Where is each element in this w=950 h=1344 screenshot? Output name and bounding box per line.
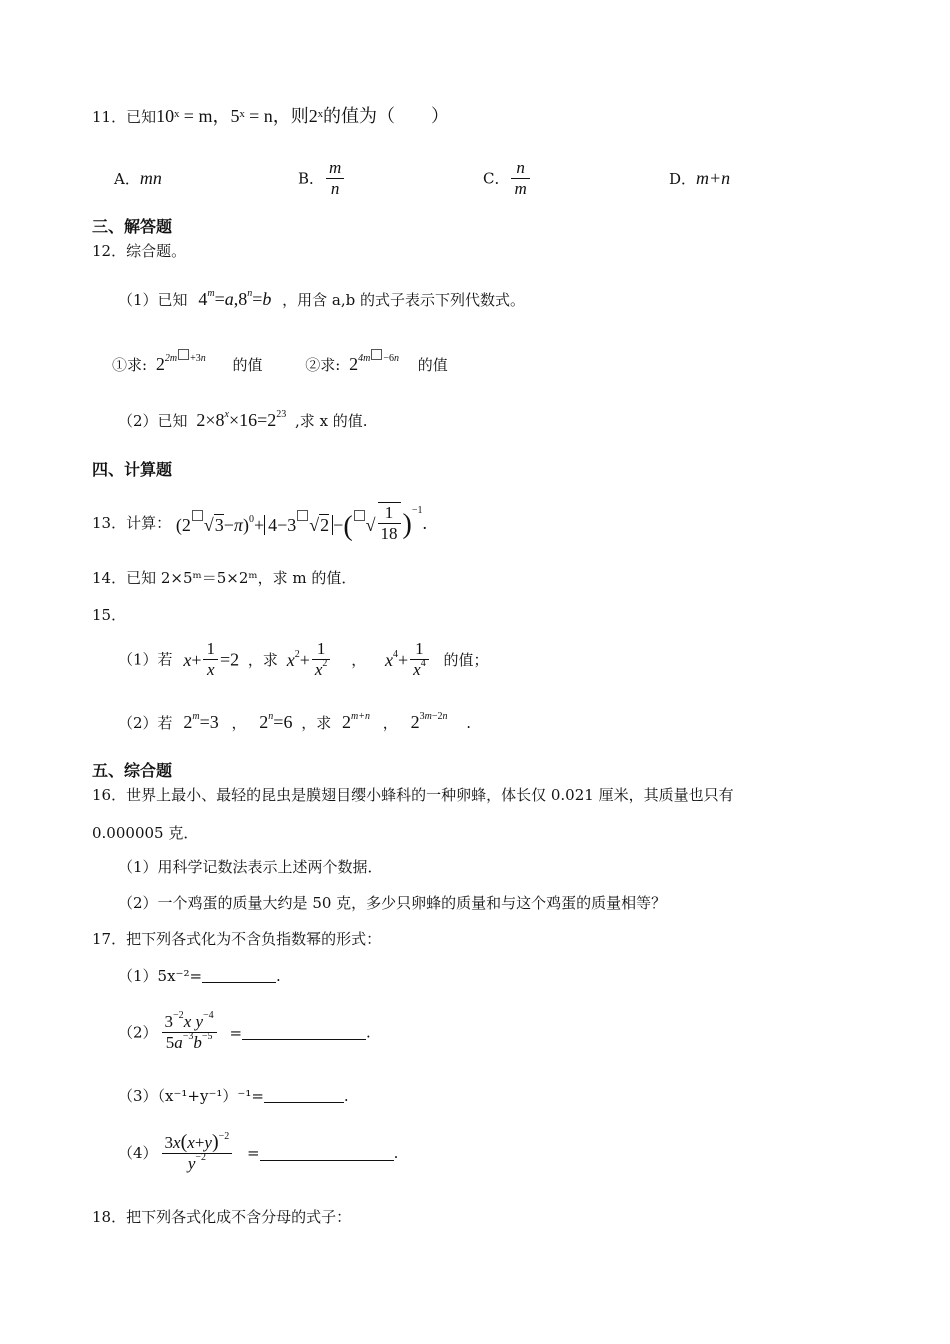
q16-part2: （2）一个鸡蛋的质量大约是 50 克，多少只卵蜂的质量和与这个鸡蛋的质量相等？ (118, 894, 667, 912)
q18-stem: 18．把下列各式化成不含分母的式子： (92, 1208, 352, 1226)
section-title-4: 四、计算题 (92, 460, 173, 479)
q11-expr: 10ˣ = m，5ˣ = n，则2ˣ的值为（ ） (156, 106, 450, 126)
q11-prefix: 11．已知 (92, 108, 157, 126)
q17-stem: 17．把下列各式化为不含负指数幂的形式： (92, 930, 382, 948)
q11-option-b: B． $\frac{m}{n}$ (298, 158, 346, 199)
answer-blank[interactable] (242, 1025, 366, 1040)
q11-option-a: A．mn (114, 168, 162, 188)
placeholder-box-icon (178, 349, 189, 360)
q15-part1: （1）若 x+ $\frac{1}{x}$ =2 ，求 $x^2+$ $\frac{1}{x^2}$ ， $x^4+$ $\frac{1}{x^4}$ 的值； (118, 639, 489, 679)
q12-sub-questions: ①求: $2^{2m +3n}$ 的值 ②求: $2^{4m -6n}$ 的值 (112, 349, 448, 375)
answer-blank[interactable] (260, 1146, 394, 1161)
section-title-3: 三、解答题 (92, 217, 173, 236)
q11-stem (92, 106, 449, 127)
placeholder-box-icon (297, 510, 308, 521)
q13-fraction: $\frac{1}{18}$ (378, 502, 401, 544)
q14: 14．已知 2×5ᵐ＝5×2ᵐ，求 m 的值． (92, 569, 357, 587)
placeholder-box-icon (354, 510, 365, 521)
q17-part3: （3）（x⁻¹+y⁻¹）⁻¹= . (118, 1087, 349, 1105)
q17-part1: （1）5x⁻²= . (118, 967, 281, 985)
q11-option-c: C． $\frac{n}{m}$ (483, 158, 532, 199)
section-title-5: 五、综合题 (92, 761, 173, 780)
answer-blank[interactable] (202, 968, 276, 983)
placeholder-box-icon (192, 510, 203, 521)
q12-part2: （2）已知 $2\times 8^x\times 16=2^{23}$ ,求 x 的值. (118, 409, 368, 430)
answer-blank[interactable] (264, 1088, 344, 1103)
q15-part2: （2）若 $2^m=3$ ， $2^n=6$ ，求 $2^{m+n}$ ， $2^{3m-2n}$ . (118, 711, 472, 732)
q16-line2: 0.000005 克． (92, 824, 199, 842)
q11-option-d: D．m+n (669, 168, 731, 188)
q16-line1: 16．世界上最小、最轻的昆虫是膜翅目缨小蜂科的一种卵蜂，体长仅 0.021 厘米，其质量也只有 (92, 786, 734, 804)
q17-part2: （2） $\frac{3^{-2}x y^{-4}}{5a^{-3}b^{-5}}$ = . (118, 1010, 371, 1052)
q12-part1: （1）已知 $4^m=a,8^n=b$ ，用含 a,b 的式子表示下列代数式。 (118, 288, 526, 309)
q17-part4: （4） $\frac{3x(x+y)^{-2}}{y^{-2}}$ = . (118, 1131, 399, 1173)
q12-stem: 12．综合题。 (92, 242, 187, 260)
q13: 13．计算： (2 √3−π)$^0$+ 4−3 √2 −( √ $\frac{1}{18}$ )$^{-1}$. (92, 503, 427, 543)
placeholder-box-icon (371, 349, 382, 360)
q15-stem: 15． (92, 606, 127, 624)
q16-part1: （1）用科学记数法表示上述两个数据． (118, 858, 383, 876)
